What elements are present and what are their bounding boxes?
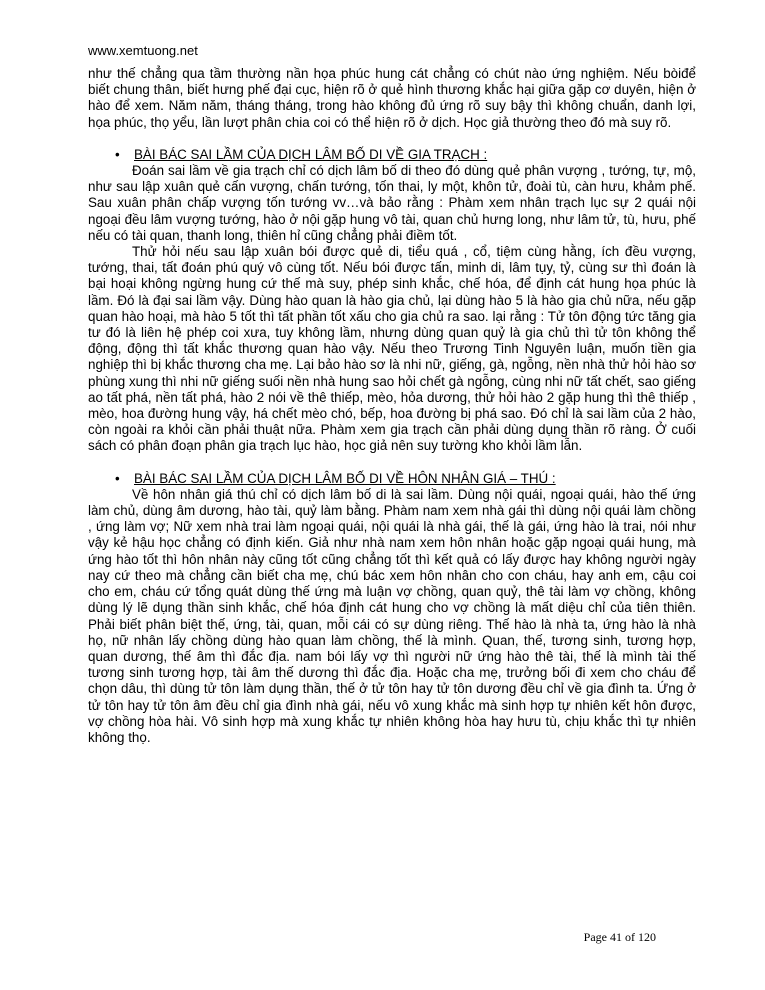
- section-paragraph: Đoán sai lầm về gia trạch chỉ có dịch lâm bố di theo đó dùng quẻ phân vượng , tướng, tự, mộ, như sau lập xuân quẻ cấn vượng, chấn tướng, tốn thai, ly một, khôn tử, đoài tù, càn hưu, khảm phế. Sau xuân phân chấp vượng tốn tướng vv…và bảo rằng : Phàm xem nhân trạch lục sự 2 quái nội ngoại đều lâm vượng tướng, hào ở nội gặp hung vô tài, quan chủ hưng long, như lâm tử, tù, hưu, phế nếu có tài quan, thanh long, thiên hỉ cũng chẳng phải điềm tốt.: [88, 163, 696, 243]
- bullet-icon: •: [115, 146, 120, 162]
- section-gia-trach: [88, 147, 696, 455]
- section-title: BÀI BÁC SAI LẦM CỦA DỊCH LÂM BỐ DI VỀ GIA TRẠCH :: [134, 146, 488, 162]
- page-number: Page 41 of 120: [583, 930, 656, 944]
- intro-paragraph: như thế chẳng qua tầm thường nần họa phúc hung cát chẳng có chút nào ứng nghiệm. Nếu bòiđể biết chung thân, biết hưng phế đại cục, hiện rõ ở quẻ hình thương khắc hại giữa gặp cơ duyên, hiện ở hào để xem. Năm năm, tháng tháng, trong hào không đủ ứng rõ suy bậy thì không chuẩn, danh lợi, họa phúc, thọ yểu, lần lượt phân chia coi có thể hiện rõ ở dịch. Học giả thường theo đó mà suy rõ.: [88, 66, 696, 130]
- body-text: [88, 66, 696, 746]
- section-heading: [88, 147, 696, 163]
- bullet-icon: •: [115, 470, 120, 486]
- section-title: BÀI BÁC SAI LẦM CỦA DỊCH LÂM BỐ DI VỀ HÔN NHÂN GIÁ – THÚ :: [134, 470, 556, 486]
- section-paragraph: Thử hỏi nếu sau lập xuân bói được quẻ di, tiểu quá , cổ, tiệm cùng hằng, ích đều vượng, tướng, thai, tất đoán phú quý vô cùng tốt. Nếu bói được tấn, minh di, lâm tụy, tỷ, cùng sư thì đoán là bại hoại không ngừng hung cứ thế mà suy, phép sinh khắc, chế hóa, để định cát hung họa phúc là lầm. Đó là đại sai lầm vậy. Dùng hào quan là hào gia chủ, lại dùng hào 5 là hào gia chủ nữa, nếu gặp quan hào hoại, mà hào 5 tốt thì tất phần tốt xấu cho gia chủ ra sao. lại rằng : Tử tôn động tức tăng gia tư đó là liên hệ phép coi xưa, tuy không lầm, nhưng dùng quan quỷ là gia chủ thì tử tôn không thể động, động thì tất khắc thương quan hào vậy. Nếu theo Trương Tinh Nguyên luận, muốn tiền gia nghiệp thì bị khắc thương cha mẹ. Lại bảo hào sơ là nhi nữ, giếng, gà, ngỗng, nền nhà thử hỏi hào sơ phùng xung thì nhi nữ giếng suối nền nhà hung sao hỏi chết gà ngỗng, cùng nhi nữ tất chết, sao giếng ao tất phá, nền tất phá, hào 2 nói về thê thiếp, mèo, hỏa dương, thử hỏi hào 2 gặp hung thì thê thiếp , mèo, hoa đường hung vậy, há chết mèo chó, bếp, hoa đường bị phá sao. Đó chỉ là sai lầm của 2 hào, còn ngoài ra khỏi cần phải thuật nữa. Phàm xem gia trạch cần phải dùng dụng thần rõ ràng. Ở cuối sách có phân đoạn phân gia trạch lục hào, học giả nên suy tường kho khỏi lầm lẫn.: [88, 244, 696, 454]
- section-hon-nhan: [88, 471, 696, 746]
- section-heading: [88, 471, 696, 487]
- section-paragraph: Về hôn nhân giá thú chỉ có dịch lâm bố di là sai lầm. Dùng nội quái, ngoại quái, hào thế ứng làm chủ, dùng âm dương, hào tài, quỷ làm bằng. Phàm nam xem nhà gái thì dùng nội quái làm chồng , ứng làm vợ; Nữ xem nhà trai làm ngoại quái, nội quái là nhà gái, thế là gái, ứng hào là trai, nói như vậy kẻ hậu học chẳng có định kiến. Giả như nhà nam xem hôn nhân hoặc gặp ngoại quái hung, mà ứng hào tốt thì hôn nhân này cũng tốt cũng chẳng tốt thì kết quả có lấy được hay không người ngày nay cứ theo mà chẳng cần biết cha mẹ, chú bác xem hôn nhân cho con cháu, hay anh em, cậu coi cho em, cháu cứ tổng quát dùng thế ứng mà luận vợ chồng, quan quỷ, thê tài làm vợ chồng, không dùng lý lẽ dụng thần sinh khắc, chế hóa định cát hung cho vợ chồng là mất diệu chỉ của tiên thiên. Phải biết phân biệt thế, ứng, tài, quan, mỗi cái có sự dùng riêng. Thế hào là nhà ta, ứng hào là nhà họ, nữ nhân lấy chồng dùng hào quan làm chồng, thế là mình. Quan, thế, tương sinh, tương hợp, quan dương, thế âm thì đắc địa. nam bói lấy vợ thì người nữ ứng hào thê tài, thế là mình tài thế tương sinh tương hợp, tài âm thế dương thì đắc địa. Hoặc cha mẹ, trưởng bối đi xem cho cháu để chọn dâu, thì dùng tử tôn làm dụng thần, thế ở tử tôn hay tử tôn dương đều chỉ về gia đình ta. Ứng ở tử tôn hay tử tôn âm đều chỉ gia đình nhà gái, nếu vô xung khắc mà sinh hợp tự nhiên kết hôn được, vợ chồng hòa hài. Vô sinh hợp mà xung khắc tự nhiên không hòa hay hưu tù, chịu khắc thì tự nhiên không thọ.: [88, 486, 696, 745]
- site-header: www.xemtuong.net: [88, 43, 198, 58]
